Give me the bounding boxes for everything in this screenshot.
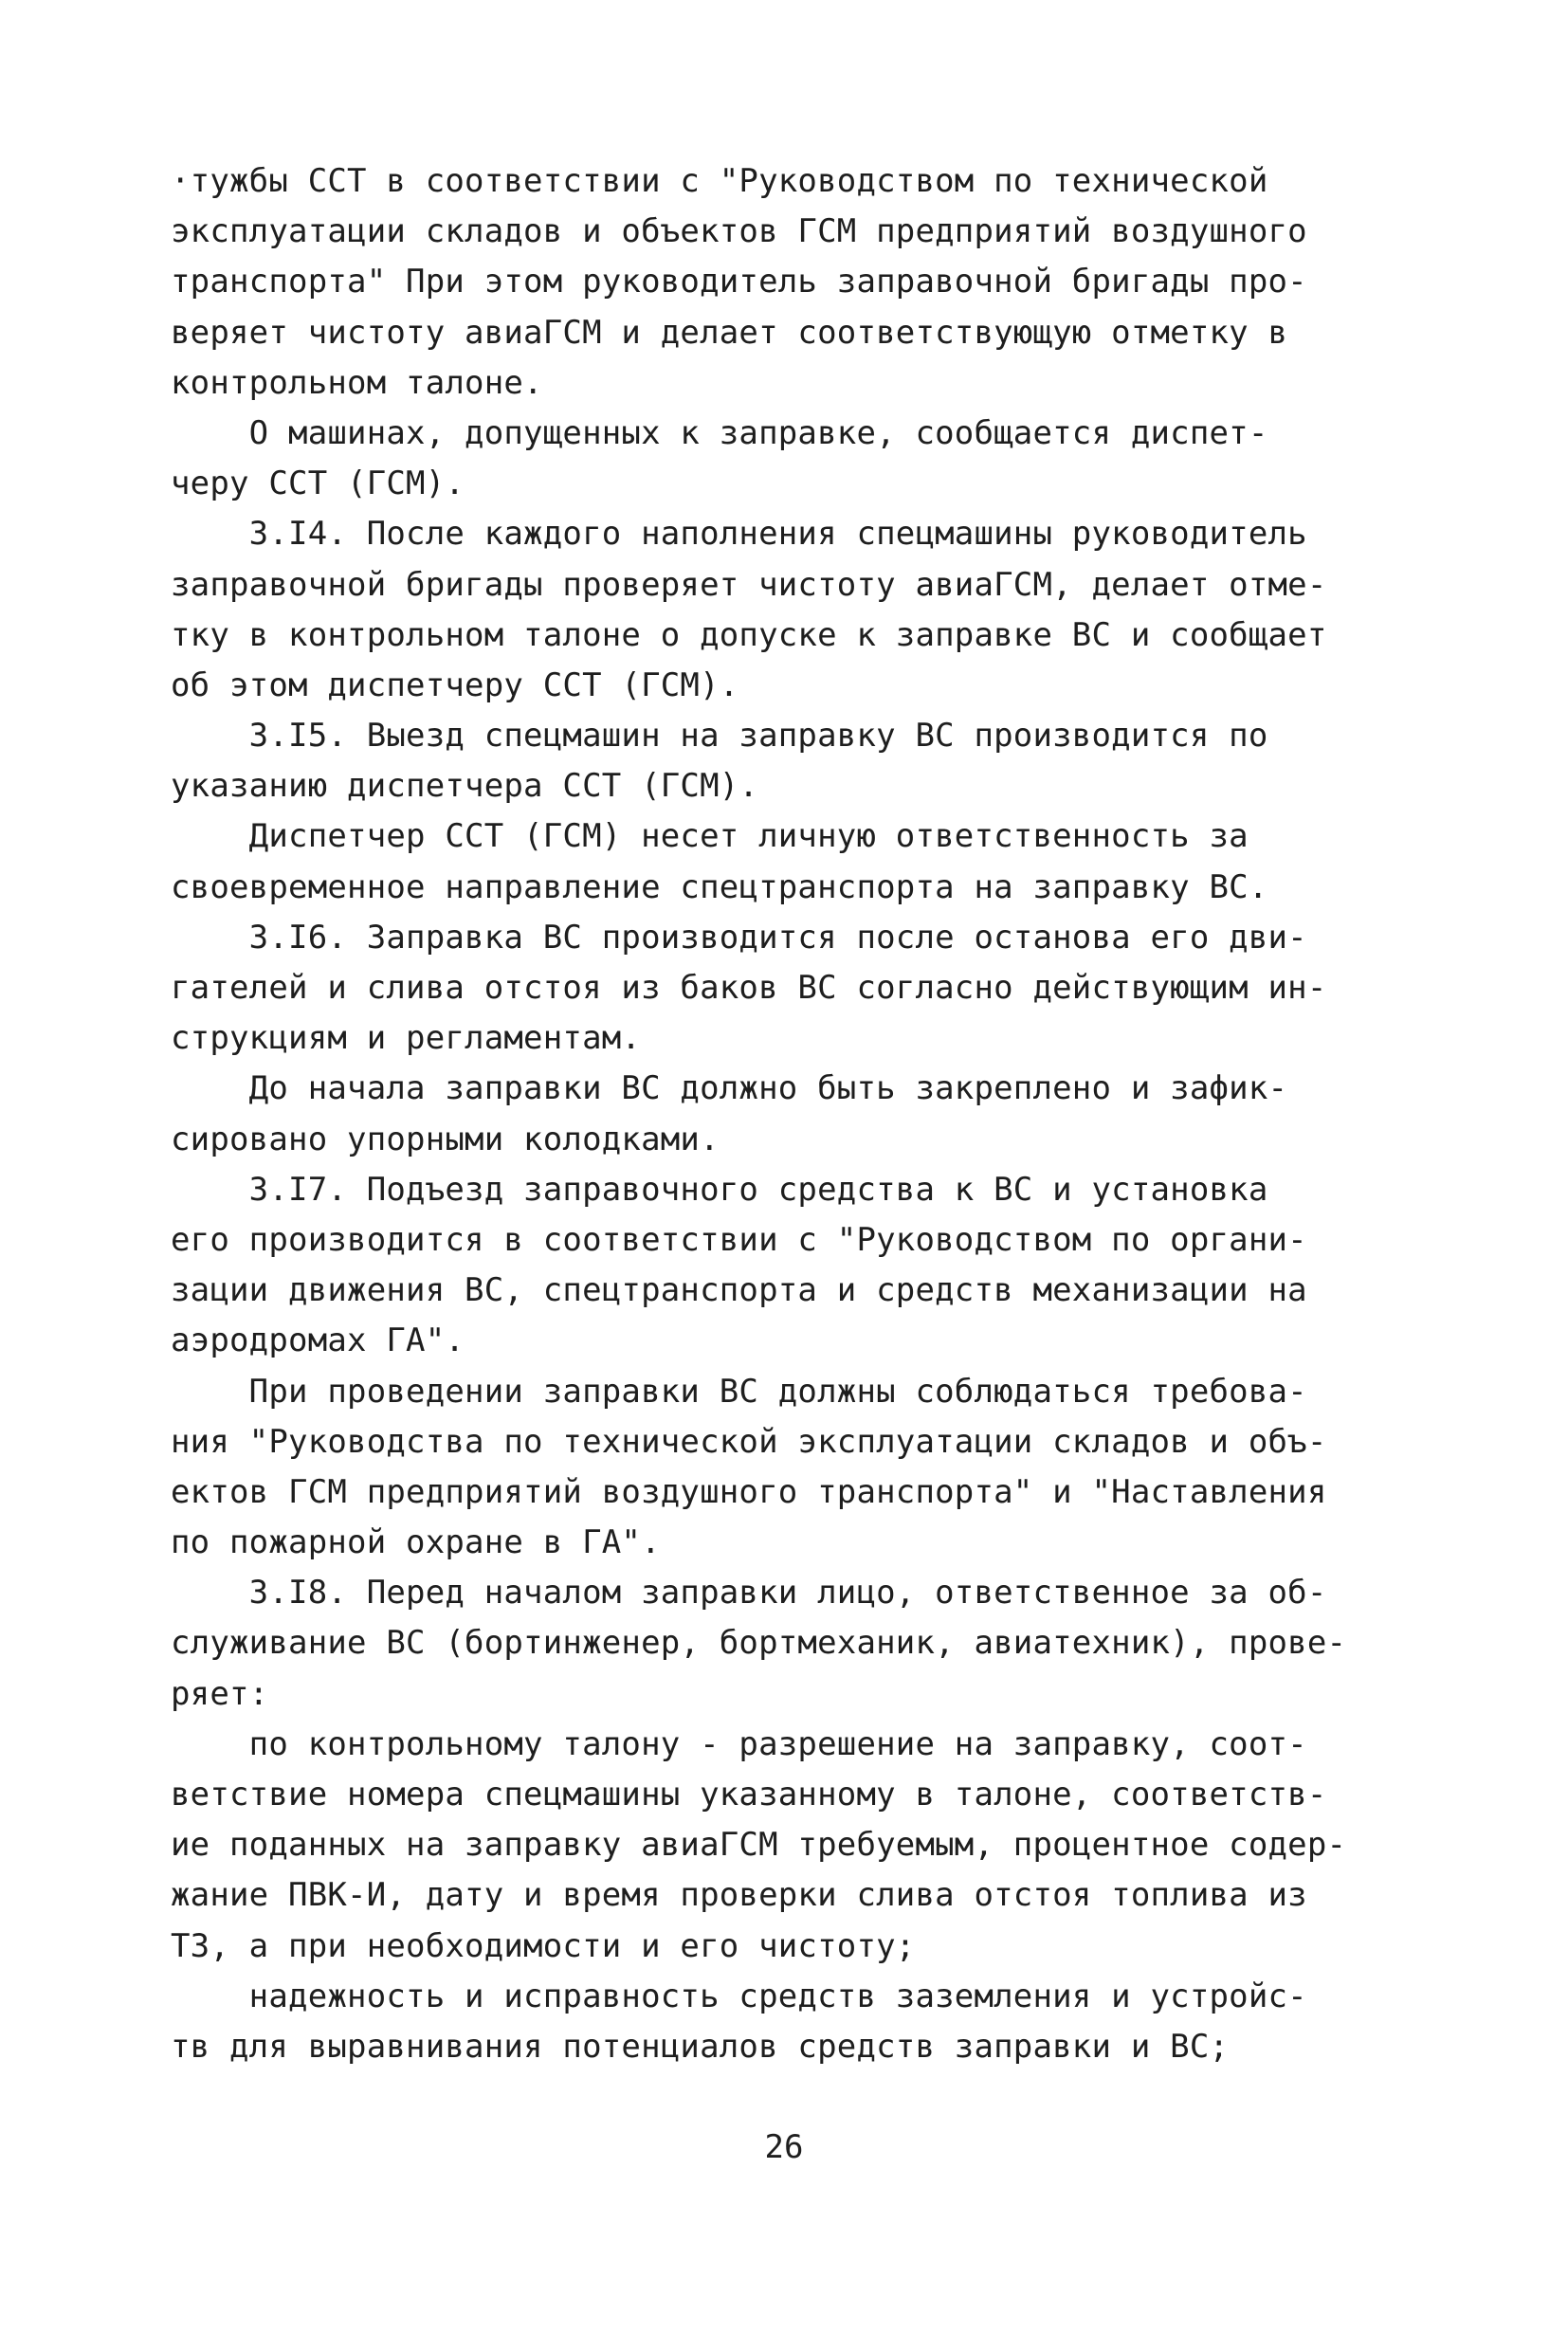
text-line: эксплуатации складов и объектов ГСМ предприятий воздушного [171,212,1307,251]
text-line: своевременное направление спецтранспорта на заправку ВС. [171,867,1268,906]
text-line: сировано упорными колодками. [171,1120,720,1158]
text-line: 3.I4. После каждого наполнения спецмашины руководитель [171,515,1307,554]
text-line: До начала заправки ВС должно быть закреплено и зафик- [171,1069,1288,1108]
text-line: указанию диспетчера ССТ (ГСМ). [171,767,759,806]
text-line: ния "Руководства по технической эксплуатации складов и объ- [171,1422,1327,1461]
text-line: ряет: [171,1674,269,1713]
body-text [171,156,1403,2072]
text-line: 3.I5. Выезд спецмашин на заправку ВС производится по [171,717,1268,756]
text-line: зации движения ВС, спецтранспорта и средств механизации на [171,1271,1307,1310]
text-line: ТЗ, а при необходимости и его чистоту; [171,1926,916,1965]
text-line: 3.I8. Перед началом заправки лицо, ответственное за об- [171,1574,1327,1613]
text-line: его производится в соответствии с "Руководством по органи- [171,1220,1307,1259]
text-line: заправочной бригады проверяет чистоту авиаГСМ, делает отме- [171,565,1327,604]
text-line: тку в контрольном талоне о допуске к заправке ВС и сообщает [171,615,1327,654]
text-line: по пожарной охране в ГА". [171,1523,661,1562]
text-line: веряет чистоту авиаГСМ и делает соответствующую отметку в [171,313,1288,352]
text-line: черу ССТ (ГСМ). [171,465,465,503]
text-line: контрольном талоне. [171,363,543,402]
text-line: ектов ГСМ предприятий воздушного транспорта" и "Наставления [171,1472,1327,1511]
text-line: Диспетчер ССТ (ГСМ) несет личную ответственность за [171,817,1249,856]
text-line: жание ПВК-И, дату и время проверки слива отстоя топлива из [171,1876,1307,1915]
text-line: ие поданных на заправку авиаГСМ требуемым, процентное содер- [171,1826,1347,1865]
text-line: тв для выравнивания потенциалов средств заправки и ВС; [171,2027,1230,2066]
text-line: аэродромах ГА". [171,1321,465,1360]
text-line: ·тужбы ССТ в соответствии с "Руководством по технической [171,162,1268,200]
text-line: При проведении заправки ВС должны соблюдаться требова- [171,1372,1307,1411]
text-line: служивание ВС (бортинженер, бортмеханик, авиатехник), прове- [171,1624,1347,1663]
text-line: надежность и исправность средств заземления и устройс- [171,1977,1307,2015]
text-line: ветствие номера спецмашины указанному в талоне, соответств- [171,1776,1327,1813]
page-number: 26 [764,2128,804,2166]
text-line: 3.I6. Заправка ВС производится после останова его дви- [171,918,1307,957]
text-line: транспорта" При этом руководитель заправочной бригады про- [171,263,1307,301]
text-line: гателей и слива отстоя из баков ВС согласно действующим ин- [171,969,1327,1007]
text-line: О машинах, допущенных к заправке, сообщается диспет- [171,413,1268,452]
text-line: 3.I7. Подъезд заправочного средства к ВС и установка [171,1170,1268,1209]
text-line: по контрольному талону - разрешение на заправку, соот- [171,1724,1307,1763]
text-line: об этом диспетчеру ССТ (ГСМ). [171,665,739,704]
text-line: струкциям и регламентам. [171,1019,642,1058]
